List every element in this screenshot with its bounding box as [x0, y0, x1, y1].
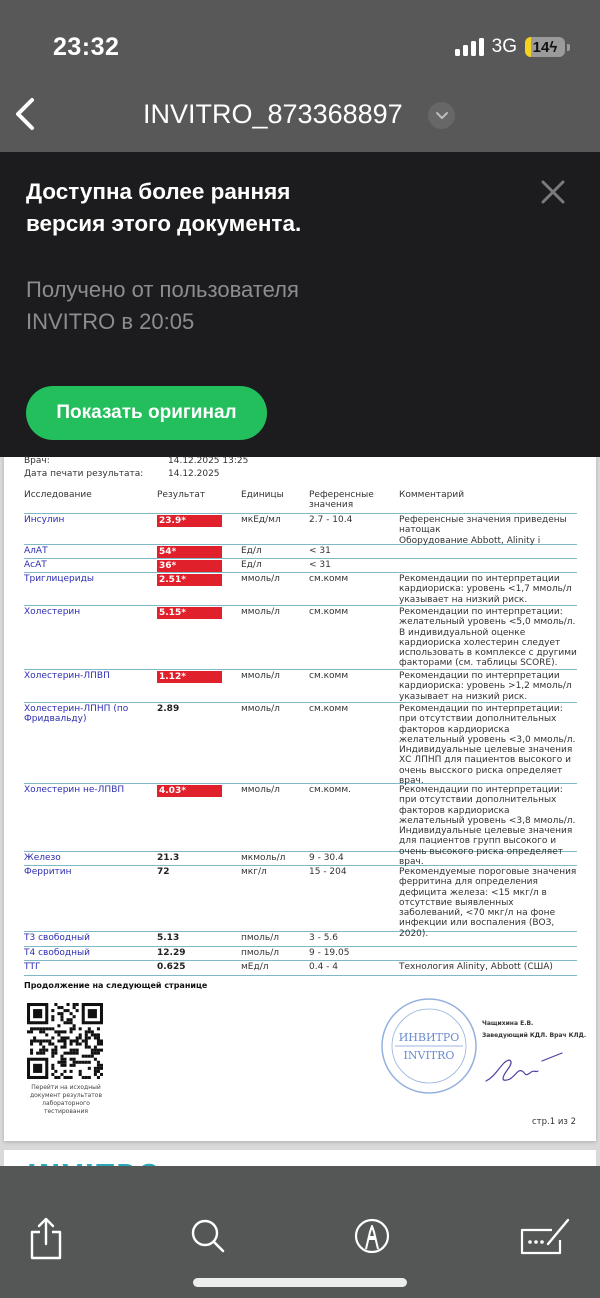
reference-range: см.комм	[309, 671, 349, 681]
meta-value: 14.12.2025	[168, 469, 220, 479]
units: мкЕд/мл	[241, 515, 281, 525]
title-menu-button[interactable]	[428, 102, 455, 129]
show-original-button[interactable]: Показать оригинал	[26, 386, 267, 440]
share-icon	[26, 1216, 66, 1260]
meta-row	[24, 456, 248, 466]
test-name: Холестерин-ЛПНП (по Фридвальду)	[24, 704, 129, 725]
search-icon	[188, 1216, 228, 1256]
meta-key: Дата печати результата:	[24, 469, 144, 479]
comment: Рекомендации по интерпретации: желательный уровень <5,0 ммоль/л. В индивидуальной оценке кардиориска холестерин следует использовать в комплексе с другими факторами (см. таблицы SCORE).	[399, 607, 577, 669]
qr-code-icon[interactable]	[27, 1003, 103, 1079]
result-value: 2.89	[157, 704, 180, 714]
units: ммоль/л	[241, 607, 280, 617]
result-value-flagged: 23.9*	[157, 515, 222, 527]
row-divider	[24, 960, 577, 961]
test-name: Железо	[24, 853, 61, 863]
units: ммоль/л	[241, 704, 280, 714]
reference-range: 2.7 - 10.4	[309, 515, 353, 525]
result-value-flagged: 2.51*	[157, 574, 222, 586]
signal-icon	[455, 38, 484, 56]
result-value: 21.3	[157, 853, 180, 863]
test-name: Холестерин не-ЛПВП	[24, 785, 125, 795]
battery-icon	[525, 37, 565, 57]
reference-range: см.комм	[309, 704, 349, 714]
comment: Референсные значения приведены натощак Оборудование Abbott, Alinity i	[399, 515, 567, 546]
top-bar	[0, 0, 600, 152]
chevron-down-icon	[435, 111, 449, 121]
units: ммоль/л	[241, 785, 280, 795]
test-name: Инсулин	[24, 515, 65, 525]
column-header-result: Результат	[157, 490, 206, 500]
markup-button[interactable]	[352, 1216, 392, 1256]
column-header-test: Исследование	[24, 490, 92, 500]
markup-icon	[352, 1216, 392, 1256]
result-value-flagged: 4.03*	[157, 785, 222, 797]
meta-value: 14.12.2025 13:25	[168, 456, 249, 466]
chevron-left-icon	[12, 96, 42, 132]
document-page[interactable]	[4, 457, 596, 1141]
column-header-units: Единицы	[241, 490, 284, 500]
row-divider	[24, 702, 577, 703]
reference-range: 9 - 30.4	[309, 853, 344, 863]
row-divider	[24, 572, 577, 573]
units: мкмоль/л	[241, 853, 286, 863]
column-header-comment: Комментарий	[399, 490, 465, 500]
row-divider	[24, 946, 577, 947]
units: Ед/л	[241, 546, 262, 556]
reference-range: < 31	[309, 546, 331, 556]
reference-range: см.комм	[309, 607, 349, 617]
reference-range: см.комм.	[309, 785, 351, 795]
comment: Рекомендации по интерпретации: при отсутствии дополнительных факторов кардиориска желательный уровень <3,8 ммоль/л. Индивидуальные целевые значения для пациентов групп высокого и очень высокого риска определяет врач.	[399, 785, 576, 868]
reference-range: < 31	[309, 560, 331, 570]
stamp-text-en: INVITRO	[403, 1049, 455, 1062]
comment: Рекомендации по интерпретации: при отсутствии дополнительных факторов кардиориска желательный уровень <3,0 ммоль/л. Индивидуальные целевые значения ХС ЛПНП для пациентов высокого и очень высского риска определяет врач.	[399, 704, 576, 787]
row-divider	[24, 513, 577, 514]
test-name: ТТГ	[24, 962, 41, 972]
result-value-flagged: 5.15*	[157, 607, 222, 619]
banner-close-button[interactable]	[537, 176, 569, 208]
test-name: Холестерин-ЛПВП	[24, 671, 110, 681]
result-value-flagged: 54*	[157, 546, 222, 558]
result-value: 72	[157, 867, 170, 877]
battery-level: 14ϟ	[532, 38, 558, 56]
status-indicators	[455, 36, 570, 58]
network-type: 3G	[491, 36, 517, 57]
reference-range: 9 - 19.05	[309, 948, 350, 958]
document-title[interactable]: INVITRO_873368897	[143, 99, 403, 129]
close-icon	[537, 176, 569, 208]
signature-tool-icon	[518, 1216, 572, 1256]
home-indicator[interactable]	[193, 1278, 407, 1287]
page-number: стр.1 из 2	[532, 1117, 576, 1127]
units: Ед/л	[241, 560, 262, 570]
battery-tip	[567, 44, 570, 51]
comment: Технология Alinity, Abbott (США)	[399, 962, 553, 972]
test-name: Ферритин	[24, 867, 72, 877]
signer-block	[482, 1018, 586, 1042]
row-divider	[24, 669, 577, 670]
units: пмоль/л	[241, 948, 280, 958]
meta-row	[24, 469, 220, 479]
units: мкг/л	[241, 867, 267, 877]
result-value-flagged: 36*	[157, 560, 222, 572]
result-value: 5.13	[157, 933, 180, 943]
row-divider	[24, 975, 577, 976]
result-value-flagged: 1.12*	[157, 671, 222, 683]
signature-button[interactable]	[518, 1216, 572, 1256]
comment: Рекомендации по интерпретации кардиориска: уровень >1,2 ммоль/л указывает на низкий риск.	[399, 671, 572, 702]
banner-title: Доступна более ранняя версия этого документа.	[26, 179, 302, 236]
column-header-reference: Референсные значения	[309, 490, 374, 510]
row-divider	[24, 558, 577, 559]
status-time: 23:32	[53, 33, 120, 61]
comment: Рекомендуемые пороговые значения ферритина для определения дефицита железа: <15 мкг/л в отсутствие выявленных заболеваний, <70 мкг/л на фоне инфекции или воспаления (ВОЗ, 2020).	[399, 867, 577, 939]
result-value: 0.625	[157, 962, 186, 972]
comment: Рекомендации по интерпретации кардиориска: уровень <1,7 ммоль/л указывает на низкий риск.	[399, 574, 572, 605]
reference-range: 15 - 204	[309, 867, 347, 877]
test-name: Т3 свободный	[24, 933, 90, 943]
signer-title: Заведующий КДЛ. Врач КЛД.	[482, 1032, 587, 1039]
qr-caption: Перейти на исходный документ результатов лабораторного тестирования	[29, 1084, 103, 1115]
units: ммоль/л	[241, 574, 280, 584]
stamp-text-ru: ИНВИТРО	[398, 1031, 460, 1044]
test-name: Холестерин	[24, 607, 81, 617]
signature-icon	[484, 1047, 564, 1087]
battery-charge-level	[525, 37, 531, 57]
search-button[interactable]	[188, 1216, 228, 1256]
reference-range: 3 - 5.6	[309, 933, 339, 943]
banner-subtitle: Получено от пользователя INVITRO в 20:05	[26, 277, 299, 334]
stamp-icon	[379, 1003, 461, 1123]
signer-name: Чащихина Е.В.	[482, 1020, 534, 1027]
back-button[interactable]	[12, 96, 42, 132]
row-divider	[24, 605, 577, 606]
units: мЕд/л	[241, 962, 269, 972]
units: ммоль/л	[241, 671, 280, 681]
test-name: Триглицериды	[24, 574, 94, 584]
test-name: Т4 свободный	[24, 948, 90, 958]
result-value: 12.29	[157, 948, 186, 958]
meta-key: Врач:	[24, 456, 50, 466]
reference-range: 0.4 - 4	[309, 962, 339, 972]
earlier-version-banner	[0, 152, 600, 457]
continuation-note: Продолжение на следующей странице	[24, 981, 208, 990]
test-name: АлАТ	[24, 546, 48, 556]
share-button[interactable]	[26, 1216, 66, 1256]
reference-range: см.комм	[309, 574, 349, 584]
units: пмоль/л	[241, 933, 280, 943]
test-name: АсАТ	[24, 560, 47, 570]
